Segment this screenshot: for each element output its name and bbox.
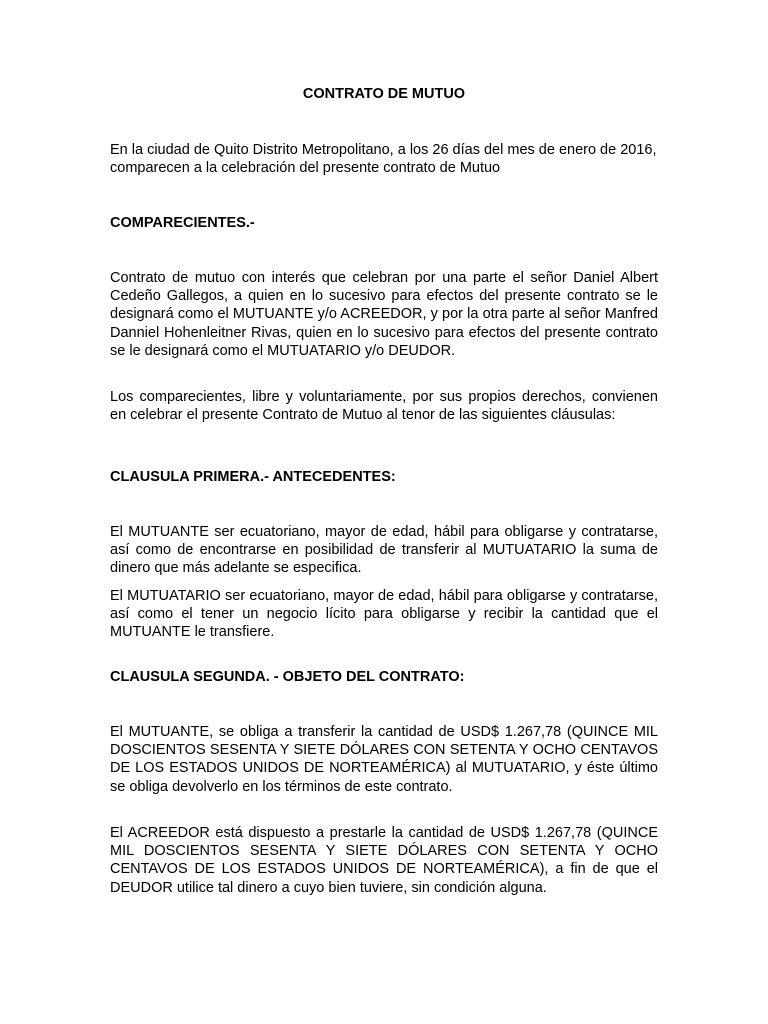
clausula-segunda-paragraph-1: El MUTUANTE, se obliga a transferir la cantidad de USD$ 1.267,78 (QUINCE MIL DOSCIENTOS SESENTA Y SIETE DÓLARES CON SETENTA Y OCHO CENTAVOS DE LOS ESTADOS UNIDOS DE NORTEAMÉRICA) al MUTUATARIO, y éste último se obliga devolverlo en los términos de este contrato.: [110, 724, 658, 795]
comparecientes-paragraph-2: Los comparecientes, libre y voluntariamente, por sus propios derechos, convienen en celebrar el presente Contrato de Mutuo al tenor de las siguientes cláusulas:: [110, 389, 658, 424]
clausula-primera-paragraph-1: El MUTUANTE ser ecuatoriano, mayor de edad, hábil para obligarse y contratarse, así como de encontrarse en posibilidad de transferir al MUTUATARIO la suma de dinero que más adelante se especifica.: [110, 524, 658, 577]
intro-paragraph: En la ciudad de Quito Distrito Metropolitano, a los 26 días del mes de enero de 2016, comparecen a la celebración del presente contrato de Mutuo: [110, 142, 657, 177]
document-title: CONTRATO DE MUTUO: [302, 86, 466, 102]
clausula-primera-paragraph-2: El MUTUATARIO ser ecuatoriano, mayor de edad, hábil para obligarse y contratarse, así como el tener un negocio lícito para obligarse y recibir la cantidad que el MUTUANTE le transfiere.: [110, 588, 658, 641]
clausula-segunda-heading: CLAUSULA SEGUNDA. - OBJETO DEL CONTRATO:: [110, 669, 465, 685]
clausula-primera-heading: CLAUSULA PRIMERA.- ANTECEDENTES:: [110, 469, 396, 485]
document-page: [110, 0, 658, 1024]
comparecientes-paragraph-1: Contrato de mutuo con interés que celebran por una parte el señor Daniel Albert Cedeño Gallegos, a quien en lo sucesivo para efectos del presente contrato se le designará como el MUTUANTE y/o ACREEDOR, y por la otra parte al señor Manfred Danniel Hohenleitner Rivas, quien en lo sucesivo para efectos del presente contrato se le designará como el MUTUATARIO y/o DEUDOR.: [110, 270, 658, 359]
comparecientes-heading: COMPARECIENTES.-: [110, 215, 255, 231]
clausula-segunda-paragraph-2: El ACREEDOR está dispuesto a prestarle la cantidad de USD$ 1.267,78 (QUINCE MIL DOSCIENTOS SESENTA Y SIETE DÓLARES CON SETENTA Y OCHO CENTAVOS DE LOS ESTADOS UNIDOS DE NORTEAMÉRICA), a fin de que el DEUDOR utilice tal dinero a cuyo bien tuviere, sin condición alguna.: [110, 825, 658, 896]
